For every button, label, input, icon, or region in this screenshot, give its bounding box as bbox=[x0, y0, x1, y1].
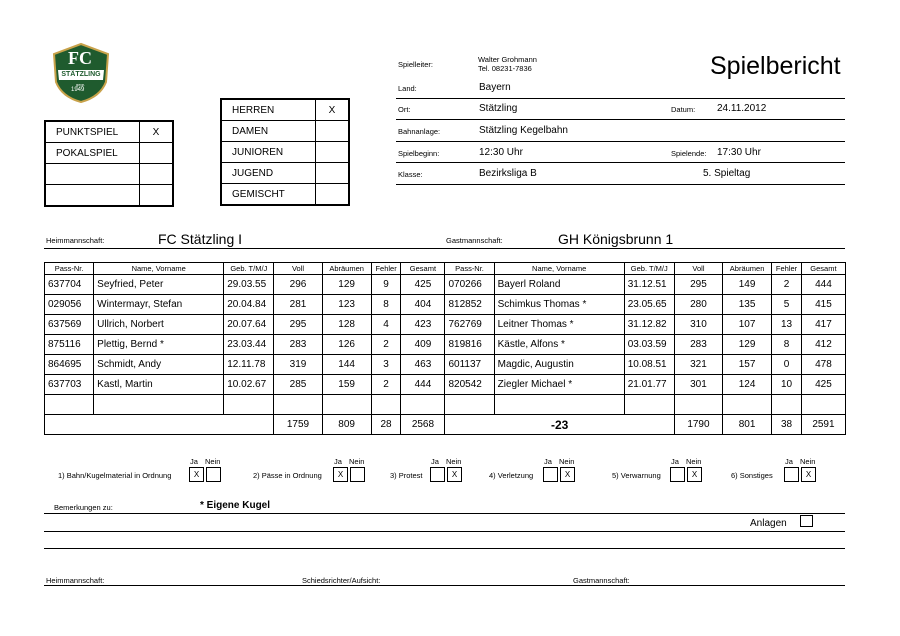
heim-name-cell bbox=[94, 395, 224, 415]
totals-spacer bbox=[45, 415, 274, 435]
ja-label: Ja bbox=[671, 457, 679, 466]
heim-geburtsdatum-cell: 12.11.78 bbox=[224, 355, 274, 375]
nein-label: Nein bbox=[559, 457, 575, 466]
kategorie-mark[interactable]: X bbox=[316, 99, 350, 121]
spielbeginn-value: 12:30 Uhr bbox=[479, 147, 523, 158]
heim-pass-nr-cell: 637569 bbox=[45, 315, 94, 335]
heim-fehler-cell: 2 bbox=[371, 375, 401, 395]
table-row bbox=[45, 375, 846, 395]
table-row bbox=[45, 315, 846, 335]
col-header: Voll bbox=[674, 263, 722, 275]
heim-total-voll: 1759 bbox=[274, 415, 322, 435]
gast-name-cell: Kästle, Alfons * bbox=[494, 335, 624, 355]
heim-gesamt-cell: 404 bbox=[401, 295, 445, 315]
col-header: Geb. T/M/J bbox=[624, 263, 674, 275]
totals-row bbox=[45, 415, 846, 435]
heim-gesamt-cell: 423 bbox=[401, 315, 445, 335]
ort-value: Stätzling bbox=[479, 103, 518, 114]
heim-voll-cell: 295 bbox=[274, 315, 322, 335]
table-row bbox=[45, 275, 846, 295]
gast-gesamt-cell: 415 bbox=[801, 295, 845, 315]
table-row bbox=[45, 395, 846, 415]
col-header: Name, Vorname bbox=[94, 263, 224, 275]
heim-name-cell: Wintermayr, Stefan bbox=[94, 295, 224, 315]
heim-geburtsdatum-cell: 20.04.84 bbox=[224, 295, 274, 315]
score-difference: -23 bbox=[445, 415, 674, 435]
kategorie-row bbox=[221, 142, 349, 163]
gast-gesamt-cell: 412 bbox=[801, 335, 845, 355]
ja-label: Ja bbox=[334, 457, 342, 466]
ja-label: Ja bbox=[431, 457, 439, 466]
gast-name-cell: Schimkus Thomas * bbox=[494, 295, 624, 315]
heim-pass-nr-cell bbox=[45, 395, 94, 415]
bemerkungen-label: Bemerkungen zu: bbox=[54, 503, 113, 512]
spielart-label: POKALSPIEL bbox=[45, 143, 140, 164]
col-header: Fehler bbox=[371, 263, 401, 275]
col-header: Name, Vorname bbox=[494, 263, 624, 275]
col-header: Pass-Nr. bbox=[445, 263, 494, 275]
heim-fehler-cell: 4 bbox=[371, 315, 401, 335]
heim-voll-cell: 319 bbox=[274, 355, 322, 375]
heim-total-abraeumen: 809 bbox=[322, 415, 371, 435]
heim-fehler-cell: 9 bbox=[371, 275, 401, 295]
anlagen-checkbox[interactable] bbox=[800, 515, 813, 527]
ja-checkbox[interactable]: X bbox=[333, 467, 348, 482]
heim-geburtsdatum-cell: 23.03.44 bbox=[224, 335, 274, 355]
gast-geburtsdatum-cell bbox=[624, 395, 674, 415]
heim-gesamt-cell bbox=[401, 395, 445, 415]
klasse-value: Bezirksliga B bbox=[479, 168, 537, 179]
heim-geburtsdatum-cell bbox=[224, 395, 274, 415]
gast-pass-nr-cell: 819816 bbox=[445, 335, 494, 355]
heim-gesamt-cell: 409 bbox=[401, 335, 445, 355]
spielart-mark[interactable] bbox=[140, 164, 174, 185]
heim-name-cell: Plettig, Bernd * bbox=[94, 335, 224, 355]
gast-geburtsdatum-cell: 03.03.59 bbox=[624, 335, 674, 355]
gast-team: GH Königsbrunn 1 bbox=[558, 231, 674, 247]
heim-total-fehler: 28 bbox=[371, 415, 401, 435]
col-header: Abräumen bbox=[723, 263, 772, 275]
heim-gesamt-cell: 444 bbox=[401, 375, 445, 395]
ja-checkbox[interactable]: X bbox=[189, 467, 204, 482]
kategorie-mark[interactable] bbox=[316, 121, 350, 142]
heim-abraeumen-cell: 123 bbox=[322, 295, 371, 315]
gast-pass-nr-cell: 070266 bbox=[445, 275, 494, 295]
table-row bbox=[45, 335, 846, 355]
heim-abraeumen-cell: 159 bbox=[322, 375, 371, 395]
bemerkungen-text: * Eigene Kugel bbox=[200, 500, 271, 511]
nein-checkbox[interactable]: X bbox=[687, 467, 702, 482]
spielart-label: PUNKTSPIEL bbox=[45, 121, 140, 143]
kategorie-label: JUNIOREN bbox=[221, 142, 316, 163]
table-header-row bbox=[45, 263, 846, 275]
kategorie-mark[interactable] bbox=[316, 163, 350, 184]
gast-name-cell: Leitner Thomas * bbox=[494, 315, 624, 335]
ja-label: Ja bbox=[544, 457, 552, 466]
spielart-mark[interactable] bbox=[140, 143, 174, 164]
gast-abraeumen-cell: 149 bbox=[723, 275, 772, 295]
footer-heim-label: Heimmannschaft: bbox=[46, 576, 105, 585]
check-label: 5) Verwarnung bbox=[612, 471, 661, 480]
spielart-row bbox=[45, 164, 173, 185]
kategorie-mark[interactable] bbox=[316, 184, 350, 206]
gast-abraeumen-cell: 124 bbox=[723, 375, 772, 395]
bahnanlage-value: Stätzling Kegelbahn bbox=[479, 125, 568, 136]
club-logo bbox=[50, 42, 112, 104]
gast-geburtsdatum-cell: 21.01.77 bbox=[624, 375, 674, 395]
heim-name-cell: Kastl, Martin bbox=[94, 375, 224, 395]
col-header: Fehler bbox=[772, 263, 802, 275]
heim-voll-cell: 296 bbox=[274, 275, 322, 295]
page-title: Spielbericht bbox=[710, 52, 841, 80]
kategorie-label: DAMEN bbox=[221, 121, 316, 142]
gast-voll-cell: 321 bbox=[674, 355, 722, 375]
heim-pass-nr-cell: 637704 bbox=[45, 275, 94, 295]
gast-pass-nr-cell bbox=[445, 395, 494, 415]
gast-name-cell: Magdic, Augustin bbox=[494, 355, 624, 375]
spielart-row bbox=[45, 185, 173, 207]
gast-geburtsdatum-cell: 31.12.51 bbox=[624, 275, 674, 295]
heim-pass-nr-cell: 875116 bbox=[45, 335, 94, 355]
nein-checkbox[interactable] bbox=[350, 467, 365, 482]
heim-pass-nr-cell: 864695 bbox=[45, 355, 94, 375]
gast-voll-cell: 301 bbox=[674, 375, 722, 395]
nein-checkbox[interactable]: X bbox=[560, 467, 575, 482]
check-label: 1) Bahn/Kugelmaterial in Ordnung bbox=[58, 471, 172, 480]
spieltag-value: 5. Spieltag bbox=[703, 168, 751, 179]
col-header: Gesamt bbox=[401, 263, 445, 275]
nein-checkbox[interactable] bbox=[206, 467, 221, 482]
gast-voll-cell: 283 bbox=[674, 335, 722, 355]
gast-pass-nr-cell: 812852 bbox=[445, 295, 494, 315]
heim-fehler-cell: 3 bbox=[371, 355, 401, 375]
land-value: Bayern bbox=[479, 82, 511, 93]
gast-abraeumen-cell: 157 bbox=[723, 355, 772, 375]
heim-total-gesamt: 2568 bbox=[401, 415, 445, 435]
gast-total-gesamt: 2591 bbox=[801, 415, 845, 435]
col-header: Pass-Nr. bbox=[45, 263, 94, 275]
footer-gast-label: Gastmannschaft: bbox=[573, 576, 630, 585]
gast-geburtsdatum-cell: 31.12.82 bbox=[624, 315, 674, 335]
spielart-mark[interactable] bbox=[140, 185, 174, 207]
heim-voll-cell: 283 bbox=[274, 335, 322, 355]
heim-team: FC Stätzling I bbox=[158, 231, 243, 247]
datum-label: Datum: bbox=[671, 105, 696, 114]
gast-abraeumen-cell: 107 bbox=[723, 315, 772, 335]
spielart-label bbox=[45, 185, 140, 207]
gast-geburtsdatum-cell: 10.08.51 bbox=[624, 355, 674, 375]
heim-name-cell: Seyfried, Peter bbox=[94, 275, 224, 295]
results-table bbox=[44, 262, 846, 435]
gast-fehler-cell bbox=[772, 395, 802, 415]
gast-pass-nr-cell: 820542 bbox=[445, 375, 494, 395]
gast-total-voll: 1790 bbox=[674, 415, 722, 435]
gast-name-cell: Ziegler Michael * bbox=[494, 375, 624, 395]
gast-gesamt-cell bbox=[801, 395, 845, 415]
kategorie-row bbox=[221, 184, 349, 206]
col-header: Voll bbox=[274, 263, 322, 275]
ja-label: Ja bbox=[785, 457, 793, 466]
check-label: 6) Sonstiges bbox=[731, 471, 773, 480]
gast-fehler-cell: 0 bbox=[772, 355, 802, 375]
heim-abraeumen-cell bbox=[322, 395, 371, 415]
gast-pass-nr-cell: 601137 bbox=[445, 355, 494, 375]
spielende-label: Spielende: bbox=[671, 149, 707, 158]
kategorie-mark[interactable] bbox=[316, 142, 350, 163]
logo-name: STÄTZLING bbox=[61, 71, 101, 78]
heim-abraeumen-cell: 128 bbox=[322, 315, 371, 335]
col-header: Abräumen bbox=[322, 263, 371, 275]
heim-voll-cell: 285 bbox=[274, 375, 322, 395]
gast-voll-cell: 280 bbox=[674, 295, 722, 315]
heim-name-cell: Ullrich, Norbert bbox=[94, 315, 224, 335]
check-label: 4) Verletzung bbox=[489, 471, 534, 480]
heim-label: Heimmannschaft: bbox=[46, 236, 105, 245]
spielleiter-tel: Tel. 08231-7836 bbox=[478, 64, 532, 73]
spielart-row bbox=[45, 143, 173, 164]
gast-voll-cell bbox=[674, 395, 722, 415]
nein-label: Nein bbox=[686, 457, 702, 466]
heim-voll-cell bbox=[274, 395, 322, 415]
anlagen-label: Anlagen bbox=[750, 518, 787, 529]
gast-gesamt-cell: 425 bbox=[801, 375, 845, 395]
heim-pass-nr-cell: 029056 bbox=[45, 295, 94, 315]
gast-total-fehler: 38 bbox=[772, 415, 802, 435]
gast-pass-nr-cell: 762769 bbox=[445, 315, 494, 335]
check-label: 2) Pässe in Ordnung bbox=[253, 471, 322, 480]
heim-geburtsdatum-cell: 20.07.64 bbox=[224, 315, 274, 335]
kategorie-label: GEMISCHT bbox=[221, 184, 316, 206]
gast-abraeumen-cell: 135 bbox=[723, 295, 772, 315]
gast-voll-cell: 310 bbox=[674, 315, 722, 335]
logo-year: 1949 bbox=[71, 87, 85, 93]
heim-abraeumen-cell: 129 bbox=[322, 275, 371, 295]
heim-fehler-cell: 8 bbox=[371, 295, 401, 315]
ja-checkbox[interactable] bbox=[784, 467, 799, 482]
heim-gesamt-cell: 463 bbox=[401, 355, 445, 375]
gast-name-cell: Bayerl Roland bbox=[494, 275, 624, 295]
gast-total-abraeumen: 801 bbox=[723, 415, 772, 435]
land-label: Land: bbox=[398, 84, 417, 93]
gast-gesamt-cell: 444 bbox=[801, 275, 845, 295]
kategorie-label: HERREN bbox=[221, 99, 316, 121]
heim-pass-nr-cell: 637703 bbox=[45, 375, 94, 395]
gast-label: Gastmannschaft: bbox=[446, 236, 503, 245]
ja-checkbox[interactable] bbox=[670, 467, 685, 482]
gast-fehler-cell: 10 bbox=[772, 375, 802, 395]
gast-name-cell bbox=[494, 395, 624, 415]
bahnanlage-label: Bahnanlage: bbox=[398, 127, 441, 136]
klasse-label: Klasse: bbox=[398, 170, 423, 179]
check-label: 3) Protest bbox=[390, 471, 423, 480]
datum-value: 24.11.2012 bbox=[717, 103, 767, 114]
heim-voll-cell: 281 bbox=[274, 295, 322, 315]
nein-label: Nein bbox=[446, 457, 462, 466]
spielart-row bbox=[45, 121, 173, 143]
gast-gesamt-cell: 417 bbox=[801, 315, 845, 335]
logo-letters: FC bbox=[68, 48, 92, 68]
nein-label: Nein bbox=[205, 457, 221, 466]
kategorie-row bbox=[221, 121, 349, 142]
ja-label: Ja bbox=[190, 457, 198, 466]
heim-fehler-cell: 2 bbox=[371, 335, 401, 355]
heim-geburtsdatum-cell: 29.03.55 bbox=[224, 275, 274, 295]
gast-abraeumen-cell: 129 bbox=[723, 335, 772, 355]
spielart-box bbox=[44, 120, 174, 207]
gast-abraeumen-cell bbox=[723, 395, 772, 415]
nein-checkbox[interactable]: X bbox=[801, 467, 816, 482]
heim-abraeumen-cell: 144 bbox=[322, 355, 371, 375]
spielende-value: 17:30 Uhr bbox=[717, 147, 761, 158]
heim-name-cell: Schmidt, Andy bbox=[94, 355, 224, 375]
ja-checkbox[interactable] bbox=[430, 467, 445, 482]
spielbeginn-label: Spielbeginn: bbox=[398, 149, 440, 158]
gast-geburtsdatum-cell: 23.05.65 bbox=[624, 295, 674, 315]
gast-gesamt-cell: 478 bbox=[801, 355, 845, 375]
gast-fehler-cell: 8 bbox=[772, 335, 802, 355]
spielleiter-label: Spielleiter: bbox=[398, 60, 434, 69]
logo-subtitle: gegr. bbox=[76, 82, 85, 87]
table-row bbox=[45, 295, 846, 315]
heim-geburtsdatum-cell: 10.02.67 bbox=[224, 375, 274, 395]
ja-checkbox[interactable] bbox=[543, 467, 558, 482]
spielleiter-name: Walter Grohmann bbox=[478, 55, 537, 64]
gast-voll-cell: 295 bbox=[674, 275, 722, 295]
col-header: Gesamt bbox=[801, 263, 845, 275]
nein-label: Nein bbox=[349, 457, 365, 466]
kategorie-row bbox=[221, 163, 349, 184]
kategorie-label: JUGEND bbox=[221, 163, 316, 184]
kategorie-row bbox=[221, 99, 349, 121]
kategorie-box bbox=[220, 98, 350, 206]
spielart-label bbox=[45, 164, 140, 185]
heim-gesamt-cell: 425 bbox=[401, 275, 445, 295]
gast-fehler-cell: 13 bbox=[772, 315, 802, 335]
footer-schiri-label: Schiedsrichter/Aufsicht: bbox=[302, 576, 381, 585]
nein-label: Nein bbox=[800, 457, 816, 466]
heim-abraeumen-cell: 126 bbox=[322, 335, 371, 355]
gast-fehler-cell: 5 bbox=[772, 295, 802, 315]
heim-fehler-cell bbox=[371, 395, 401, 415]
gast-fehler-cell: 2 bbox=[772, 275, 802, 295]
nein-checkbox[interactable]: X bbox=[447, 467, 462, 482]
col-header: Geb. T/M/J bbox=[224, 263, 274, 275]
spielart-mark[interactable]: X bbox=[140, 121, 174, 143]
ort-label: Ort: bbox=[398, 105, 411, 114]
table-row bbox=[45, 355, 846, 375]
